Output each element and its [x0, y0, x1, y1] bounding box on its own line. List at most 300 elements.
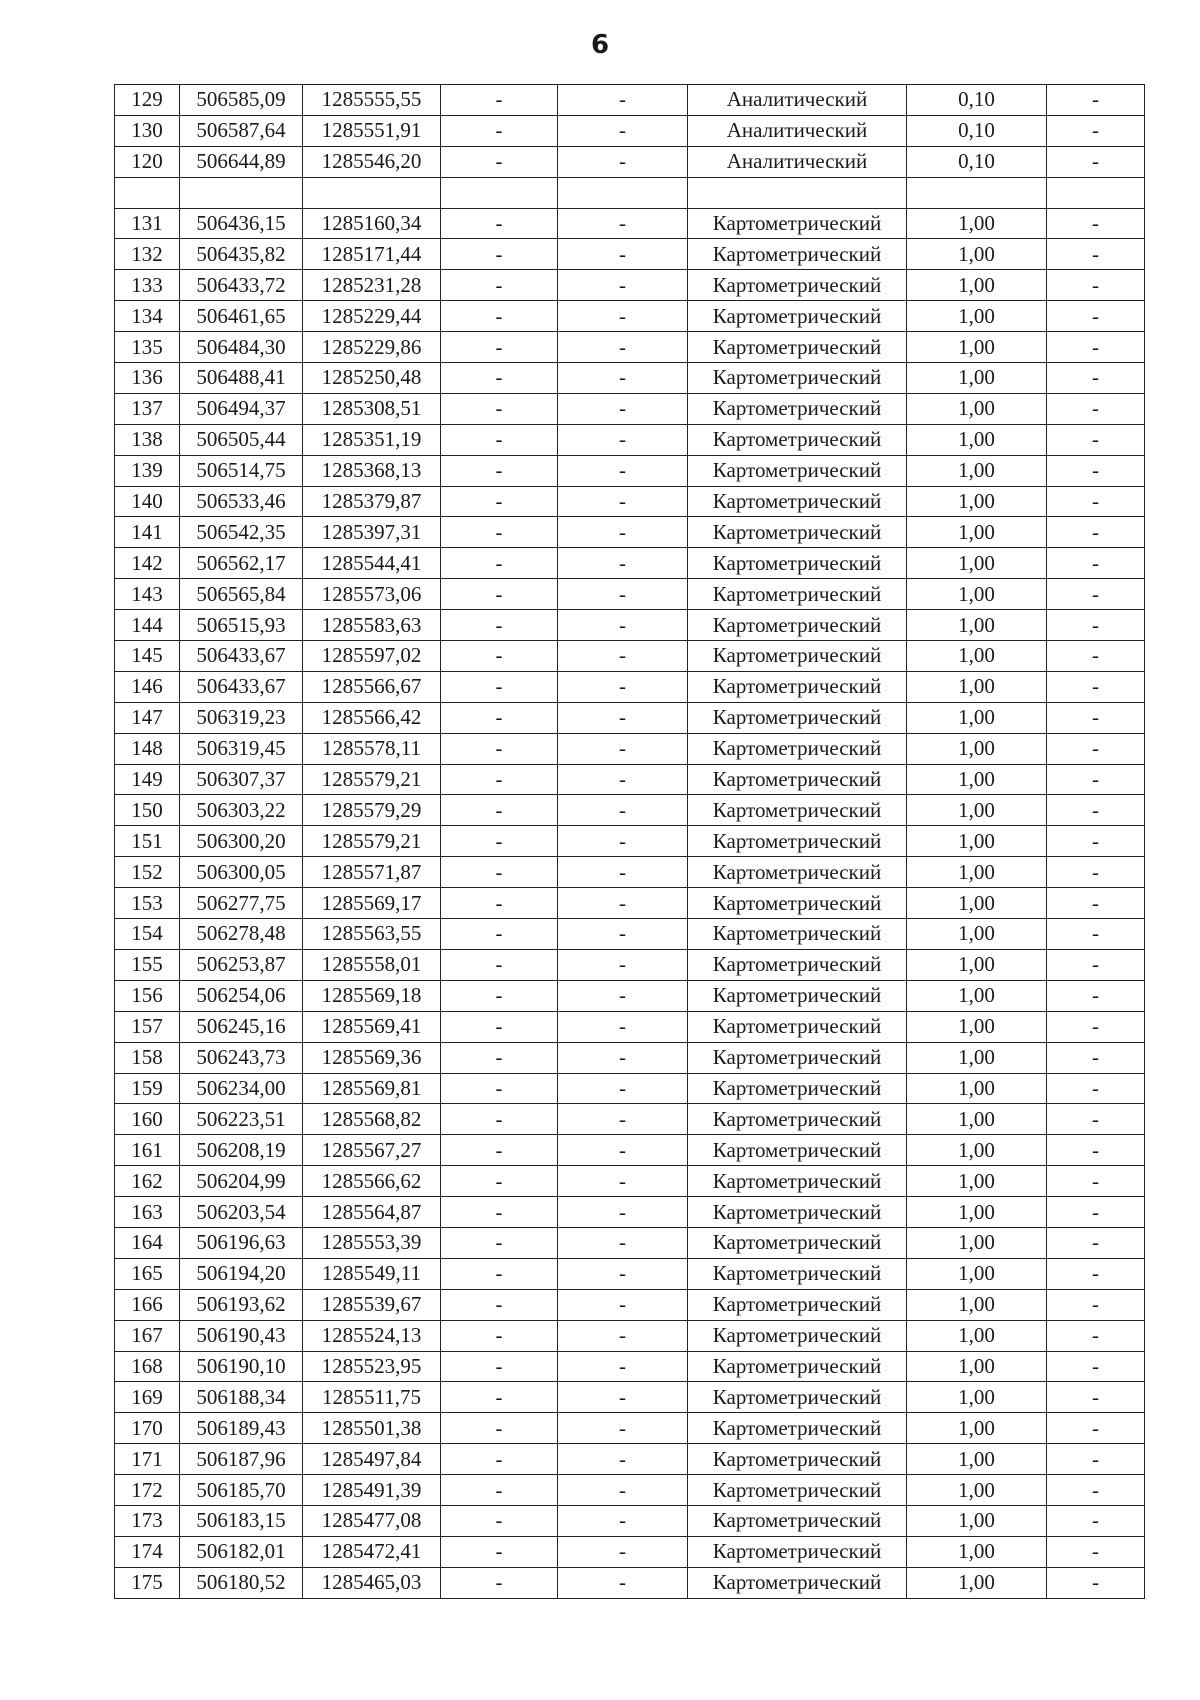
table-row [115, 795, 1145, 826]
empty-value-cell: - [441, 208, 558, 239]
accuracy-cell: 1,00 [907, 980, 1047, 1011]
point-number-cell: 154 [115, 919, 180, 950]
empty-value-cell: - [441, 1351, 558, 1382]
table-row [115, 1073, 1145, 1104]
table-row [115, 1382, 1145, 1413]
empty-value-cell: - [441, 239, 558, 270]
point-number-cell: 172 [115, 1475, 180, 1506]
x-coordinate-cell: 506185,70 [180, 1475, 303, 1506]
point-number-cell: 142 [115, 548, 180, 579]
empty-value-cell: - [441, 393, 558, 424]
empty-value-cell: - [441, 1413, 558, 1444]
table-row [115, 1289, 1145, 1320]
method-cell: Аналитический [688, 85, 907, 116]
method-cell: Картометрический [688, 980, 907, 1011]
x-coordinate-cell: 506300,05 [180, 857, 303, 888]
empty-value-cell: - [441, 1197, 558, 1228]
empty-value-cell: - [1047, 1073, 1145, 1104]
empty-value-cell: - [441, 610, 558, 641]
y-coordinate-cell: 1285549,11 [303, 1258, 441, 1289]
table-row [115, 1351, 1145, 1382]
x-coordinate-cell: 506190,10 [180, 1351, 303, 1382]
y-coordinate-cell: 1285229,86 [303, 332, 441, 363]
empty-value-cell: - [558, 239, 688, 270]
y-coordinate-cell: 1285566,62 [303, 1166, 441, 1197]
y-coordinate-cell: 1285171,44 [303, 239, 441, 270]
y-coordinate-cell: 1285567,27 [303, 1135, 441, 1166]
empty-value-cell: - [441, 1320, 558, 1351]
point-number-cell: 144 [115, 610, 180, 641]
x-coordinate-cell: 506194,20 [180, 1258, 303, 1289]
table-row [115, 177, 1145, 208]
point-number-cell: 134 [115, 301, 180, 332]
x-coordinate-cell: 506245,16 [180, 1011, 303, 1042]
point-number-cell: 135 [115, 332, 180, 363]
y-coordinate-cell: 1285571,87 [303, 857, 441, 888]
accuracy-cell: 1,00 [907, 332, 1047, 363]
y-coordinate-cell: 1285229,44 [303, 301, 441, 332]
x-coordinate-cell: 506189,43 [180, 1413, 303, 1444]
accuracy-cell: 1,00 [907, 393, 1047, 424]
y-coordinate-cell: 1285558,01 [303, 949, 441, 980]
empty-value-cell: - [558, 1567, 688, 1598]
empty-value-cell: - [1047, 393, 1145, 424]
empty-value-cell: - [558, 1289, 688, 1320]
method-cell: Картометрический [688, 610, 907, 641]
empty-value-cell: - [558, 1444, 688, 1475]
accuracy-cell: 1,00 [907, 548, 1047, 579]
x-coordinate-cell: 506488,41 [180, 363, 303, 394]
point-number-cell: 168 [115, 1351, 180, 1382]
point-number-cell: 155 [115, 949, 180, 980]
empty-value-cell: - [1047, 1351, 1145, 1382]
table-row [115, 208, 1145, 239]
method-cell: Картометрический [688, 1197, 907, 1228]
method-cell: Картометрический [688, 733, 907, 764]
point-number-cell: 174 [115, 1536, 180, 1567]
accuracy-cell: 1,00 [907, 579, 1047, 610]
y-coordinate-cell: 1285546,20 [303, 146, 441, 177]
empty-value-cell: - [1047, 1536, 1145, 1567]
empty-value-cell: - [441, 517, 558, 548]
point-number-cell: 136 [115, 363, 180, 394]
empty-value-cell: - [441, 1444, 558, 1475]
x-coordinate-cell: 506461,65 [180, 301, 303, 332]
empty-value-cell: - [558, 1104, 688, 1135]
y-coordinate-cell: 1285579,29 [303, 795, 441, 826]
empty-value-cell: - [558, 1227, 688, 1258]
point-number-cell: 153 [115, 888, 180, 919]
x-coordinate-cell: 506277,75 [180, 888, 303, 919]
empty-value-cell: - [441, 363, 558, 394]
x-coordinate-cell [180, 177, 303, 208]
y-coordinate-cell: 1285553,39 [303, 1227, 441, 1258]
point-number-cell: 175 [115, 1567, 180, 1598]
empty-value-cell: - [1047, 919, 1145, 950]
empty-value-cell: - [441, 332, 558, 363]
empty-value-cell: - [1047, 1382, 1145, 1413]
y-coordinate-cell: 1285465,03 [303, 1567, 441, 1598]
x-coordinate-cell: 506319,23 [180, 702, 303, 733]
method-cell: Картометрический [688, 857, 907, 888]
point-number-cell: 129 [115, 85, 180, 116]
table-row [115, 424, 1145, 455]
accuracy-cell: 1,00 [907, 1104, 1047, 1135]
empty-value-cell: - [558, 1351, 688, 1382]
empty-value-cell: - [441, 424, 558, 455]
empty-value-cell: - [441, 486, 558, 517]
coordinates-table [114, 84, 1145, 1599]
y-coordinate-cell: 1285563,55 [303, 919, 441, 950]
empty-value-cell: - [1047, 1505, 1145, 1536]
empty-value-cell: - [558, 548, 688, 579]
empty-value-cell: - [558, 1197, 688, 1228]
x-coordinate-cell: 506188,34 [180, 1382, 303, 1413]
accuracy-cell: 1,00 [907, 1042, 1047, 1073]
accuracy-cell: 1,00 [907, 671, 1047, 702]
x-coordinate-cell: 506278,48 [180, 919, 303, 950]
point-number-cell: 166 [115, 1289, 180, 1320]
accuracy-cell: 1,00 [907, 1073, 1047, 1104]
x-coordinate-cell: 506565,84 [180, 579, 303, 610]
y-coordinate-cell: 1285491,39 [303, 1475, 441, 1506]
accuracy-cell: 1,00 [907, 1197, 1047, 1228]
accuracy-cell: 1,00 [907, 1135, 1047, 1166]
empty-value-cell: - [1047, 301, 1145, 332]
method-cell: Картометрический [688, 239, 907, 270]
table-row [115, 301, 1145, 332]
accuracy-cell: 1,00 [907, 363, 1047, 394]
empty-value-cell: - [441, 146, 558, 177]
accuracy-cell: 1,00 [907, 1227, 1047, 1258]
empty-value-cell: - [1047, 1011, 1145, 1042]
table-row [115, 1011, 1145, 1042]
accuracy-cell: 1,00 [907, 949, 1047, 980]
point-number-cell: 143 [115, 579, 180, 610]
table-row [115, 239, 1145, 270]
accuracy-cell: 1,00 [907, 517, 1047, 548]
empty-value-cell: - [558, 857, 688, 888]
empty-value-cell: - [441, 671, 558, 702]
point-number-cell: 138 [115, 424, 180, 455]
empty-value-cell: - [441, 548, 558, 579]
empty-value-cell: - [1047, 610, 1145, 641]
method-cell: Картометрический [688, 270, 907, 301]
x-coordinate-cell: 506562,17 [180, 548, 303, 579]
method-cell: Картометрический [688, 671, 907, 702]
accuracy-cell: 1,00 [907, 857, 1047, 888]
empty-value-cell: - [558, 486, 688, 517]
point-number-cell: 150 [115, 795, 180, 826]
table-row [115, 888, 1145, 919]
accuracy-cell: 1,00 [907, 1351, 1047, 1382]
point-number-cell: 139 [115, 455, 180, 486]
point-number-cell: 145 [115, 641, 180, 672]
y-coordinate-cell: 1285501,38 [303, 1413, 441, 1444]
x-coordinate-cell: 506494,37 [180, 393, 303, 424]
empty-value-cell: - [1047, 486, 1145, 517]
empty-value-cell: - [558, 1135, 688, 1166]
table-row [115, 949, 1145, 980]
empty-value-cell: - [441, 919, 558, 950]
method-cell: Картометрический [688, 1135, 907, 1166]
empty-value-cell: - [558, 641, 688, 672]
accuracy-cell: 1,00 [907, 1320, 1047, 1351]
empty-value-cell: - [1047, 517, 1145, 548]
empty-value-cell: - [441, 888, 558, 919]
table-row [115, 919, 1145, 950]
x-coordinate-cell: 506204,99 [180, 1166, 303, 1197]
y-coordinate-cell: 1285566,42 [303, 702, 441, 733]
y-coordinate-cell: 1285160,34 [303, 208, 441, 239]
empty-value-cell: - [558, 1258, 688, 1289]
empty-value-cell: - [441, 1166, 558, 1197]
x-coordinate-cell: 506533,46 [180, 486, 303, 517]
method-cell: Картометрический [688, 949, 907, 980]
y-coordinate-cell: 1285523,95 [303, 1351, 441, 1382]
table-row [115, 671, 1145, 702]
empty-value-cell: - [558, 363, 688, 394]
method-cell: Картометрический [688, 826, 907, 857]
empty-value-cell: - [1047, 270, 1145, 301]
x-coordinate-cell: 506319,45 [180, 733, 303, 764]
y-coordinate-cell: 1285569,41 [303, 1011, 441, 1042]
method-cell: Картометрический [688, 363, 907, 394]
method-cell: Картометрический [688, 1320, 907, 1351]
method-cell: Картометрический [688, 1166, 907, 1197]
table-row [115, 1475, 1145, 1506]
method-cell: Картометрический [688, 641, 907, 672]
point-number-cell: 162 [115, 1166, 180, 1197]
method-cell: Картометрический [688, 1444, 907, 1475]
point-number-cell: 164 [115, 1227, 180, 1258]
empty-value-cell: - [1047, 1042, 1145, 1073]
y-coordinate-cell: 1285569,18 [303, 980, 441, 1011]
y-coordinate-cell: 1285597,02 [303, 641, 441, 672]
empty-value-cell: - [558, 671, 688, 702]
empty-value-cell: - [1047, 1320, 1145, 1351]
empty-value-cell: - [441, 1042, 558, 1073]
method-cell: Картометрический [688, 301, 907, 332]
method-cell: Картометрический [688, 764, 907, 795]
point-number-cell: 148 [115, 733, 180, 764]
empty-value-cell: - [558, 1536, 688, 1567]
x-coordinate-cell: 506223,51 [180, 1104, 303, 1135]
y-coordinate-cell: 1285397,31 [303, 517, 441, 548]
point-number-cell: 173 [115, 1505, 180, 1536]
empty-value-cell: - [1047, 239, 1145, 270]
y-coordinate-cell: 1285569,81 [303, 1073, 441, 1104]
empty-value-cell: - [441, 826, 558, 857]
table-row [115, 1505, 1145, 1536]
x-coordinate-cell: 506433,67 [180, 641, 303, 672]
empty-value-cell: - [441, 1011, 558, 1042]
method-cell: Картометрический [688, 517, 907, 548]
method-cell: Картометрический [688, 208, 907, 239]
method-cell: Картометрический [688, 1227, 907, 1258]
accuracy-cell: 1,00 [907, 1475, 1047, 1506]
empty-value-cell: - [1047, 579, 1145, 610]
accuracy-cell: 1,00 [907, 795, 1047, 826]
empty-value-cell: - [441, 1073, 558, 1104]
empty-value-cell: - [441, 1104, 558, 1135]
x-coordinate-cell: 506300,20 [180, 826, 303, 857]
table-row [115, 1135, 1145, 1166]
x-coordinate-cell: 506515,93 [180, 610, 303, 641]
point-number-cell: 159 [115, 1073, 180, 1104]
accuracy-cell: 0,10 [907, 85, 1047, 116]
accuracy-cell: 1,00 [907, 1166, 1047, 1197]
x-coordinate-cell: 506307,37 [180, 764, 303, 795]
method-cell: Аналитический [688, 146, 907, 177]
method-cell: Картометрический [688, 548, 907, 579]
empty-value-cell: - [558, 1073, 688, 1104]
empty-value-cell: - [441, 733, 558, 764]
method-cell: Картометрический [688, 795, 907, 826]
y-coordinate-cell: 1285583,63 [303, 610, 441, 641]
empty-value-cell: - [1047, 208, 1145, 239]
point-number-cell: 146 [115, 671, 180, 702]
table-row [115, 548, 1145, 579]
empty-value-cell: - [558, 579, 688, 610]
method-cell: Картометрический [688, 1104, 907, 1135]
y-coordinate-cell: 1285551,91 [303, 115, 441, 146]
table-row [115, 486, 1145, 517]
empty-value-cell: - [441, 1135, 558, 1166]
empty-value-cell: - [441, 980, 558, 1011]
empty-value-cell: - [441, 270, 558, 301]
accuracy-cell: 1,00 [907, 733, 1047, 764]
x-coordinate-cell: 506196,63 [180, 1227, 303, 1258]
point-number-cell: 158 [115, 1042, 180, 1073]
x-coordinate-cell: 506436,15 [180, 208, 303, 239]
table-row [115, 393, 1145, 424]
empty-value-cell: - [558, 301, 688, 332]
accuracy-cell: 1,00 [907, 1567, 1047, 1598]
empty-value-cell: - [1047, 733, 1145, 764]
method-cell: Аналитический [688, 115, 907, 146]
empty-value-cell: - [441, 857, 558, 888]
table-row [115, 1320, 1145, 1351]
point-number-cell: 151 [115, 826, 180, 857]
y-coordinate-cell: 1285497,84 [303, 1444, 441, 1475]
method-cell: Картометрический [688, 888, 907, 919]
accuracy-cell: 1,00 [907, 486, 1047, 517]
empty-value-cell: - [441, 702, 558, 733]
point-number-cell: 161 [115, 1135, 180, 1166]
table-row [115, 1413, 1145, 1444]
accuracy-cell: 1,00 [907, 1505, 1047, 1536]
empty-value-cell: - [1047, 146, 1145, 177]
method-cell: Картометрический [688, 919, 907, 950]
point-number-cell: 171 [115, 1444, 180, 1475]
empty-value-cell: - [558, 1382, 688, 1413]
empty-value-cell: - [1047, 1475, 1145, 1506]
x-coordinate-cell: 506484,30 [180, 332, 303, 363]
x-coordinate-cell: 506303,22 [180, 795, 303, 826]
x-coordinate-cell: 506253,87 [180, 949, 303, 980]
method-cell: Картометрический [688, 1382, 907, 1413]
accuracy-cell: 1,00 [907, 1382, 1047, 1413]
method-cell: Картометрический [688, 332, 907, 363]
accuracy-cell: 1,00 [907, 239, 1047, 270]
empty-value-cell: - [441, 641, 558, 672]
empty-value-cell: - [558, 919, 688, 950]
accuracy-cell: 1,00 [907, 208, 1047, 239]
method-cell: Картометрический [688, 1567, 907, 1598]
accuracy-cell: 0,10 [907, 115, 1047, 146]
empty-value-cell: - [558, 795, 688, 826]
table-row [115, 270, 1145, 301]
method-cell: Картометрический [688, 1011, 907, 1042]
empty-value-cell: - [558, 115, 688, 146]
empty-value-cell: - [558, 610, 688, 641]
table-row [115, 332, 1145, 363]
table-row [115, 1444, 1145, 1475]
y-coordinate-cell: 1285555,55 [303, 85, 441, 116]
empty-value-cell: - [441, 579, 558, 610]
y-coordinate-cell: 1285566,67 [303, 671, 441, 702]
y-coordinate-cell: 1285564,87 [303, 1197, 441, 1228]
y-coordinate-cell: 1285568,82 [303, 1104, 441, 1135]
empty-value-cell: - [558, 949, 688, 980]
point-number-cell: 141 [115, 517, 180, 548]
x-coordinate-cell: 506254,06 [180, 980, 303, 1011]
point-number-cell: 147 [115, 702, 180, 733]
empty-value-cell: - [558, 1166, 688, 1197]
point-number-cell: 163 [115, 1197, 180, 1228]
x-coordinate-cell: 506203,54 [180, 1197, 303, 1228]
y-coordinate-cell: 1285368,13 [303, 455, 441, 486]
x-coordinate-cell: 506435,82 [180, 239, 303, 270]
y-coordinate-cell: 1285511,75 [303, 1382, 441, 1413]
empty-value-cell: - [441, 1258, 558, 1289]
point-number-cell: 131 [115, 208, 180, 239]
empty-value-cell [558, 177, 688, 208]
point-number-cell: 160 [115, 1104, 180, 1135]
accuracy-cell: 1,00 [907, 1444, 1047, 1475]
table-row [115, 85, 1145, 116]
empty-value-cell: - [1047, 1289, 1145, 1320]
empty-value-cell: - [558, 1475, 688, 1506]
x-coordinate-cell: 506182,01 [180, 1536, 303, 1567]
accuracy-cell: 1,00 [907, 301, 1047, 332]
accuracy-cell: 1,00 [907, 610, 1047, 641]
table-row [115, 1104, 1145, 1135]
x-coordinate-cell: 506180,52 [180, 1567, 303, 1598]
point-number-cell: 169 [115, 1382, 180, 1413]
method-cell: Картометрический [688, 1073, 907, 1104]
method-cell: Картометрический [688, 1413, 907, 1444]
x-coordinate-cell: 506505,44 [180, 424, 303, 455]
accuracy-cell: 1,00 [907, 1011, 1047, 1042]
table-row [115, 733, 1145, 764]
empty-value-cell: - [1047, 641, 1145, 672]
x-coordinate-cell: 506234,00 [180, 1073, 303, 1104]
point-number-cell: 132 [115, 239, 180, 270]
empty-value-cell: - [558, 424, 688, 455]
table-row [115, 610, 1145, 641]
x-coordinate-cell: 506585,09 [180, 85, 303, 116]
empty-value-cell: - [1047, 888, 1145, 919]
x-coordinate-cell: 506183,15 [180, 1505, 303, 1536]
method-cell: Картометрический [688, 1042, 907, 1073]
empty-value-cell: - [558, 888, 688, 919]
empty-value-cell: - [441, 85, 558, 116]
empty-value-cell: - [441, 764, 558, 795]
empty-value-cell: - [1047, 795, 1145, 826]
table-row [115, 146, 1145, 177]
